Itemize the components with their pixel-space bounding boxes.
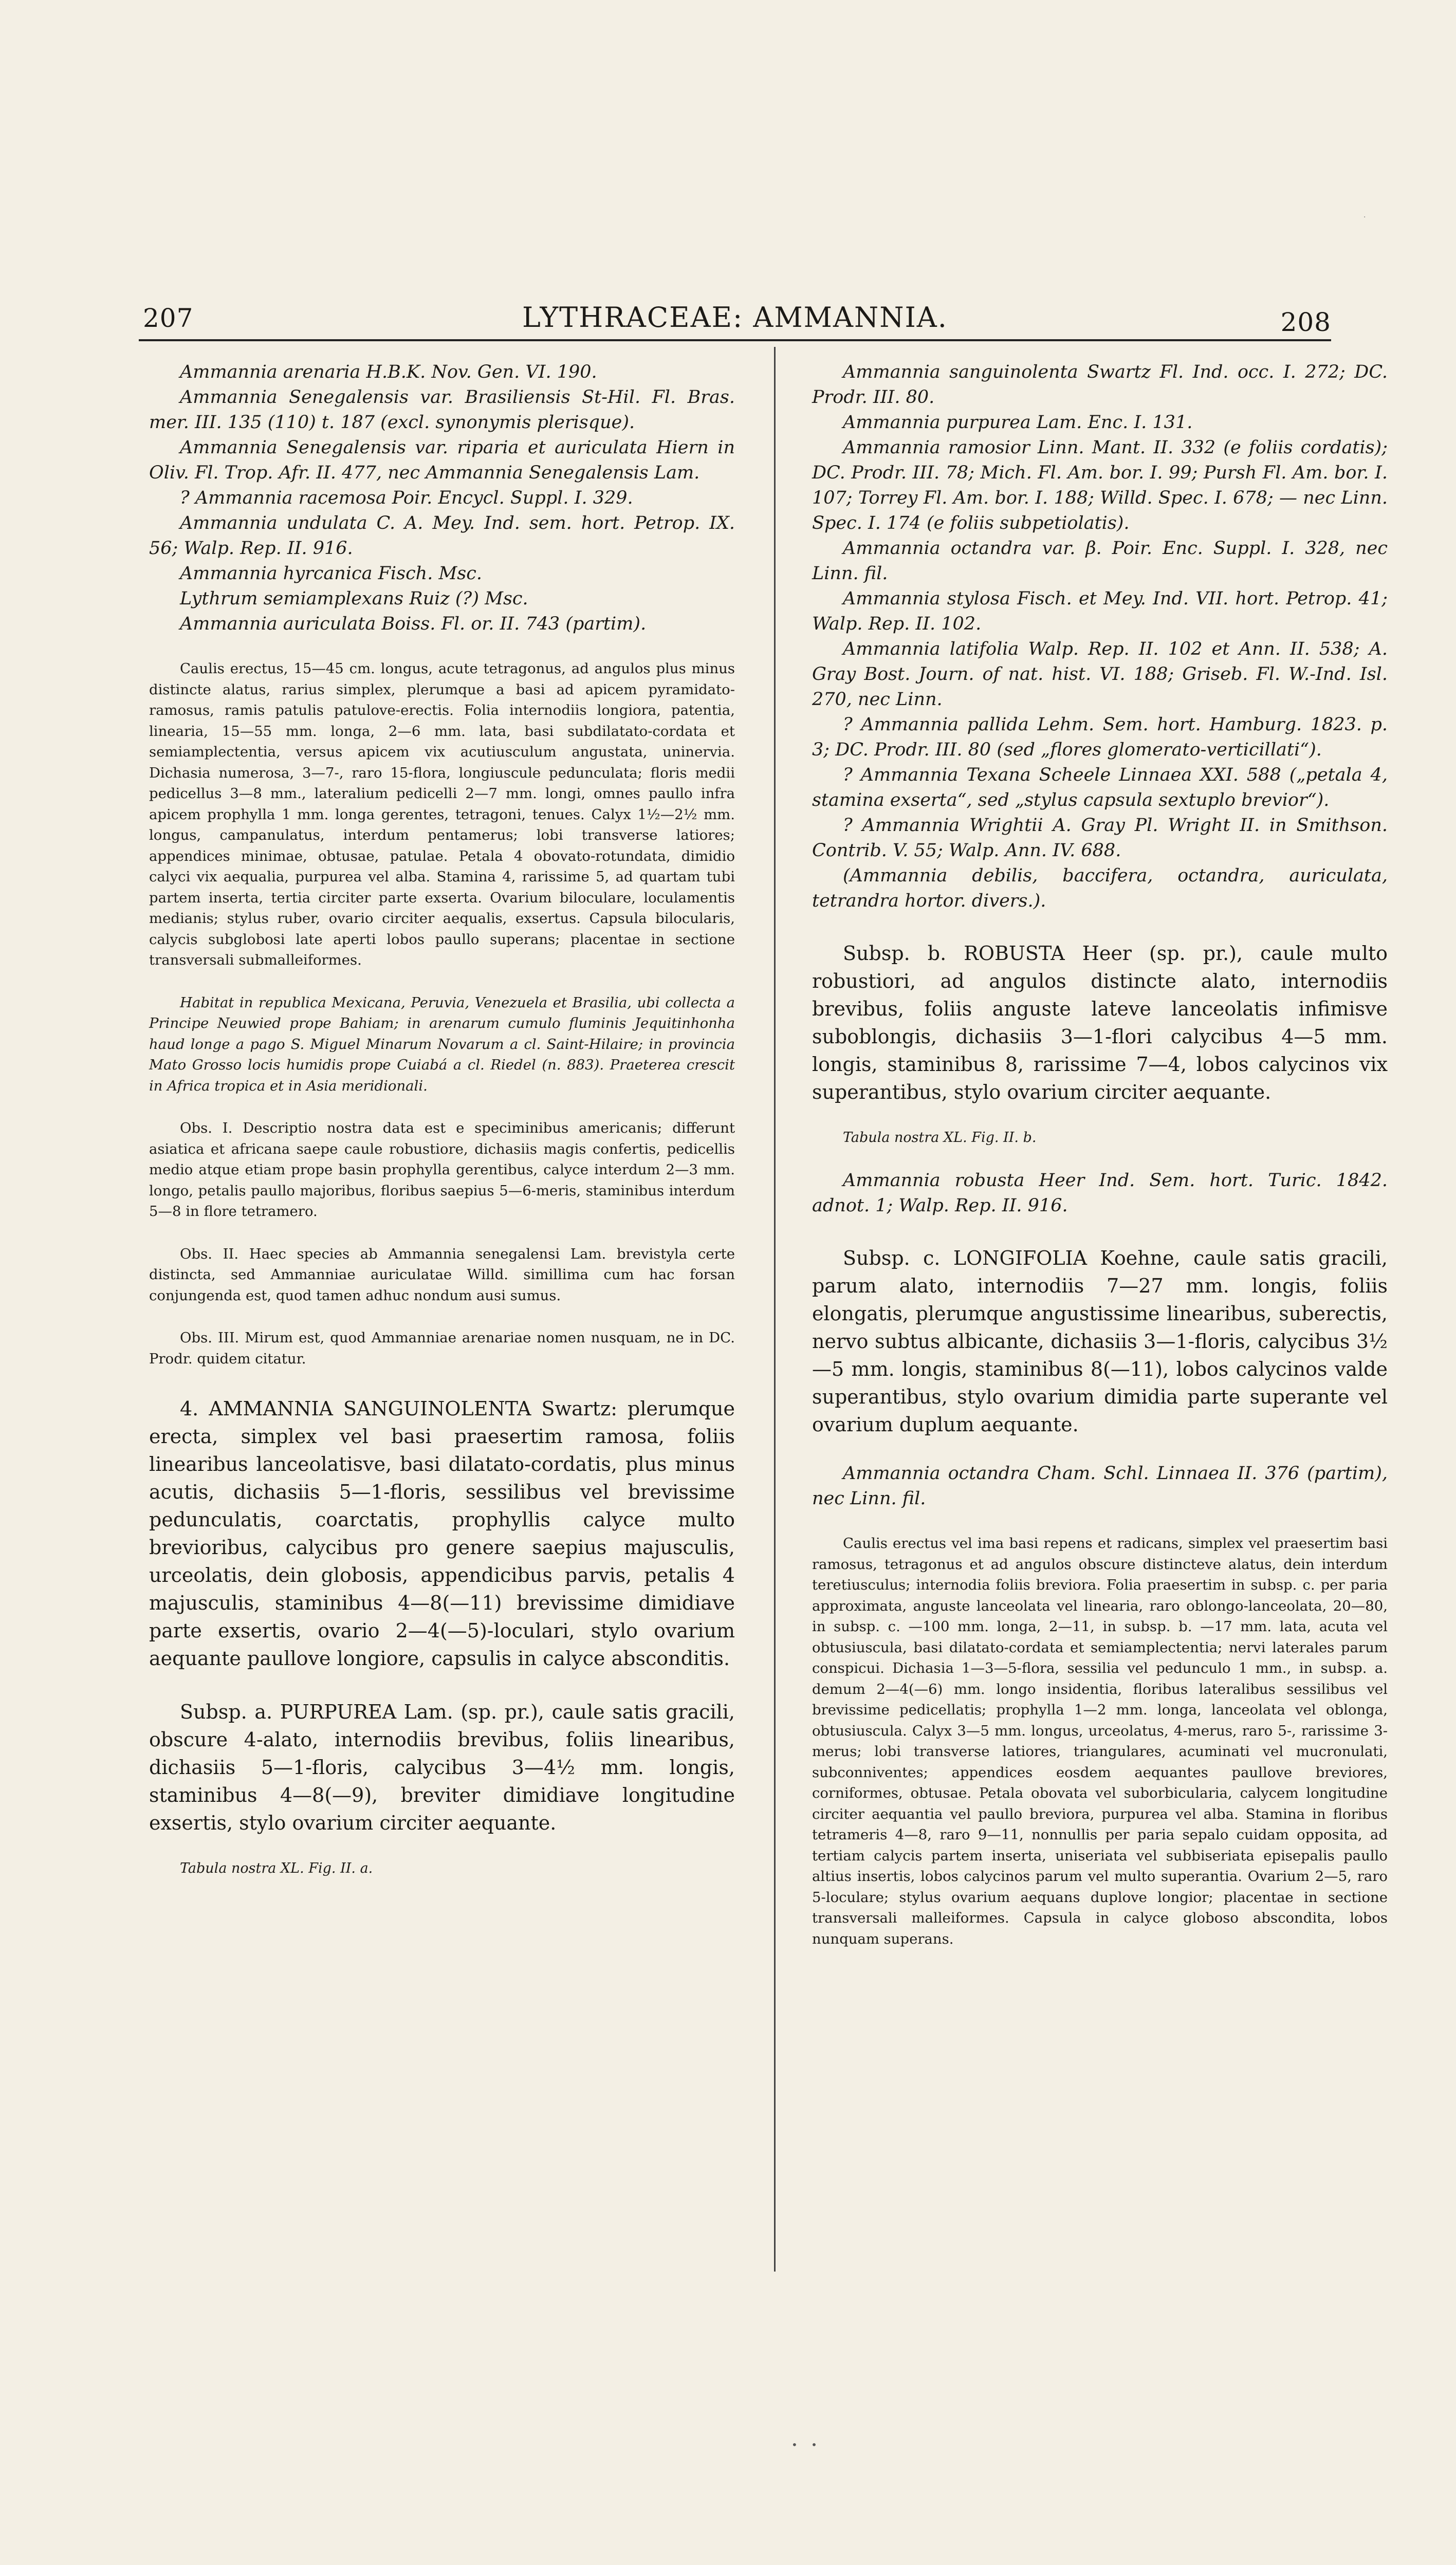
habitat-note: Habitat in republica Mexicana, Peruvia, Venezuela et Brasilia, ubi collecta a Principe Neuwied prope Bahiam; in arenarum cumulo fluminis Jequitinhonha haud longe a pago S. Miguel Minarum Novarum a cl. Saint-Hilaire; in provincia Mato Grosso locis humidis prope Cuiabá a cl. Riedel (n. 883). Praeterea crescit in Africa tropica et in Asia meridionali. <box>149 994 735 1094</box>
synonym-line: Ammannia Senegalensis var. Brasiliensis St-Hil. Fl. Bras. mer. III. 135 (110) t. 187 (excl. synonymis plerisque). <box>149 387 735 433</box>
page-title: LYTHRACEAE: AMMANNIA. <box>522 301 948 334</box>
synonym-line: Ammannia latifolia Walp. Rep. II. 102 et Ann. II. 538; A. Gray Bost. Journ. of nat. hist. VI. 188; Griseb. Fl. W.-Ind. Isl. 270, nec Linn. <box>812 639 1388 710</box>
synonym-line: ? Ammannia racemosa Poir. Encycl. Suppl. I. 329. <box>180 488 633 508</box>
synonym-line: ? Ammannia Texana Scheele Linnaea XXI. 588 („petala 4, stamina exserta“, sed „stylus capsula sextuplo brevior“). <box>812 765 1388 810</box>
synonym-line: ? Ammannia pallida Lehm. Sem. hort. Hamburg. 1823. p. 3; DC. Prodr. III. 80 (sed „flores glomerato-verticillati“). <box>812 714 1388 760</box>
species-description: Caulis erectus vel ima basi repens et radicans, simplex vel praesertim basi ramosus, tetragonus et ad angulos obscure distincteve alatus, dein interdum teretiusculus; internodia foliis breviora. Folia praesertim in subsp. c. per paria approximata, anguste lanceolata vel linearia, raro oblongo-lanceolata, 20—80, in subsp. c. —100 mm. longa, 2—11, in subsp. b. —17 mm. lata, acuta vel obtusiuscula, basi dilatato-cordata et semiamplectentia; nervi laterales parum conspicui. Dichasia 1—3—5-flora, sessilia vel pedunculo 1 mm., in subsp. a. demum 2—4(—6) mm. longo insidentia, floribus lateralibus sessilibus vel brevissime pedicellatis; prophylla 1—2 mm. longa, lanceolata vel oblonga, obtusiuscula. Calyx 3—5 mm. longus, urceolatus, 4-merus, raro 5-, rarissime 3-merus; lobi transverse latiores, triangulares, acuminati vel mucronulati, subconniventes; appendices eosdem aequantes paullove breviores, corniformes, obtusae. Petala obovata vel suborbicularia, calycem longitudine circiter aequantia vel paullo breviora, purpurea vel alba. Stamina in floribus tetrameris 4—8, raro 9—11, nonnullis per paria sepalo cuidam opposita, ad tertiam calycis partem inserta, uniseriata vel subbiseriata episepalis paullo altius insertis, lobos calycinos parum vel multo superantia. Ovarium 2—5, raro 5-loculare; stylus ovarium aequans duplove longior; placentae in sectione transversali malleiformes. Capsula in calyce globoso abscondita, lobos nunquam superans. <box>812 1535 1388 1947</box>
subspecies-c: Subsp. c. LONGIFOLIA Koehne, caule satis gracili, parum alato, internodiis 7—27 mm. longis, foliis elongatis, plerumque angustissime linearibus, suberectis, nervo subtus albicante, dichasiis 3—1-floris, calycibus 3½—5 mm. longis, staminibus 8(—11), lobos calycinos valde superantibus, stylo ovarium dimidia parte superante vel ovarium duplum aequante. <box>812 1247 1388 1436</box>
observation-3: Obs. III. Mirum est, quod Ammanniae arenariae nomen nusquam, ne in DC. Prodr. quidem citatur. <box>149 1330 735 1367</box>
species-description: Caulis erectus, 15—45 cm. longus, acute tetragonus, ad angulos plus minus distincte alatus, rarius simplex, plerumque a basi ad apicem pyramidato-ramosus, ramis patulis patulove-erectis. Folia internodiis longiora, patentia, linearia, 15—55 mm. longa, 2—6 mm. lata, basi subdilatato-cordata et semiamplectentia, versus apicem vix acutiusculum angustata, uninervia. Dichasia numerosa, 3—7-, raro 15-flora, longiuscule pedunculata; floris medii pedicellus 3—8 mm., lateralium pedicelli 2—7 mm. longi, omnes paullo infra apicem prophylla 1 mm. longa gerentes, tetragoni, tenues. Calyx 1½—2½ mm. longus, campanulatus, interdum pentamerus; lobi transverse latiores; appendices minimae, obtusae, patulae. Petala 4 obovato-rotundata, dimidio calyci vix aequalia, purpurea vel alba. Stamina 4, rarissime 5, ad quartam tubi partem inserta, tertia circiter parte exserta. Ovarium biloculare, loculamentis medianis; stylus ruber, ovario circiter aequalis, exsertus. Capsula bilocularis, calycis subglobosi late aperti lobos paullo superans; placentae in sectione transversali submalleiformes. <box>149 660 735 968</box>
plate-reference-b: Tabula nostra XL. Fig. II. b. <box>843 1130 1037 1146</box>
synonym-line: Ammannia robusta Heer Ind. Sem. hort. Turic. 1842. adnot. 1; Walp. Rep. II. 916. <box>812 1170 1388 1216</box>
synonym-line: Ammannia sanguinolenta Swartz Fl. Ind. occ. I. 272; DC. Prodr. III. 80. <box>812 362 1388 408</box>
synonym-line: Ammannia arenaria H.B.K. Nov. Gen. VI. 190. <box>180 362 597 382</box>
page-number-right: 208 <box>1280 307 1331 337</box>
synonym-line: Ammannia purpurea Lam. Enc. I. 131. <box>843 412 1193 433</box>
plate-reference-a: Tabula nostra XL. Fig. II. a. <box>180 1860 373 1876</box>
page-number-left: 207 <box>143 303 194 333</box>
observation-2: Obs. II. Haec species ab Ammannia senegalensi Lam. brevistyla certe distincta, sed Ammanniae auriculatae Willd. simillima cum hac forsan conjungenda est, quod tamen adhuc nondum ausi sumus. <box>149 1245 735 1304</box>
synonym-line: Ammannia octandra Cham. Schl. Linnaea II. 376 (partim), nec Linn. fil. <box>812 1463 1388 1509</box>
observation-1: Obs. I. Descriptio nostra data est e speciminibus americanis; differunt asiatica et africana saepe caule robustiore, dichasiis magis confertis, pedicellis medio atque etiam prope basin prophylla gerentibus, calyce interdum 2—3 mm. longo, petalis paullo majoribus, floribus saepius 5—6-meris, staminibus interdum 5—8 in flore tetramero. <box>149 1120 735 1220</box>
right-column <box>812 355 1388 1949</box>
synonym-line: Ammannia auriculata Boiss. Fl. or. II. 743 (partim). <box>180 614 647 634</box>
page-speck: · <box>1363 213 1366 222</box>
subspecies-b: Subsp. b. ROBUSTA Heer (sp. pr.), caule multo robustiori, ad angulos distincte alato, internodiis brevibus, foliis anguste lateve lanceolatis infimisve suboblongis, dichasiis 3—1-flori calycibus 4—5 mm. longis, staminibus 8, rarissime 7—4, lobos calycinos vix superantibus, stylo ovarium circiter aequante. <box>812 942 1388 1103</box>
column-divider <box>774 347 776 2272</box>
synonym-line: Lythrum semiamplexans Ruiz (?) Msc. <box>180 588 528 609</box>
synonym-line: Ammannia Senegalensis var. riparia et auriculata Hiern in Oliv. Fl. Trop. Afr. II. 477, nec Ammannia Senegalensis Lam. <box>149 437 735 483</box>
header-rule <box>139 339 1331 341</box>
synonym-line: Ammannia ramosior Linn. Mant. II. 332 (e foliis cordatis); DC. Prodr. III. 78; Mich. Fl. Am. bor. I. 99; Pursh Fl. Am. bor. I. 107; Torrey Fl. Am. bor. I. 188; Willd. Spec. I. 678; — nec Linn. Spec. I. 174 (e foliis subpetiolatis). <box>812 437 1388 533</box>
synonym-line: ? Ammannia Wrightii A. Gray Pl. Wright II. in Smithson. Contrib. V. 55; Walp. Ann. IV. 688. <box>812 815 1388 861</box>
synonym-line: Ammannia undulata C. A. Mey. Ind. sem. hort. Petrop. IX. 56; Walp. Rep. II. 916. <box>149 513 735 559</box>
running-header <box>139 298 1331 337</box>
synonym-line: Ammannia stylosa Fisch. et Mey. Ind. VII. hort. Petrop. 41; Walp. Rep. II. 102. <box>812 588 1388 634</box>
synonym-line: Ammannia hyrcanica Fisch. Msc. <box>180 563 482 584</box>
species-4-diagnosis: 4. AMMANNIA SANGUINOLENTA Swartz: plerumque erecta, simplex vel basi praesertim ramosa, foliis linearibus lanceolatisve, basi dilatato-cordatis, plus minus acutis, dichasiis 5—1-floris, sessilibus vel brevissime pedunculatis, coarctatis, prophyllis calyce multo brevioribus, calycibus pro genere saepius majusculis, urceolatis, dein globosis, appendicibus parvis, petalis 4 majusculis, staminibus 4—8(—11) brevissime dimidiave parte exsertis, ovario 2—4(—5)-loculari, stylo ovarium aequante paullove longiore, capsulis in calyce absconditis. <box>149 1397 735 1670</box>
synonym-line: Ammannia octandra var. β. Poir. Enc. Suppl. I. 328, nec Linn. fil. <box>812 538 1388 584</box>
synonym-line: (Ammannia debilis, baccifera, octandra, auriculata, tetrandra hortor. divers.). <box>812 865 1388 911</box>
footer-mark: • • <box>791 2439 822 2451</box>
subspecies-a: Subsp. a. PURPUREA Lam. (sp. pr.), caule satis gracili, obscure 4-alato, internodiis brevibus, foliis linearibus, dichasiis 5—1-floris, calycibus 3—4½ mm. longis, staminibus 4—8(—9), breviter dimidiave longitudine exsertis, stylo ovarium circiter aequante. <box>149 1701 735 1834</box>
left-column <box>149 355 735 1876</box>
